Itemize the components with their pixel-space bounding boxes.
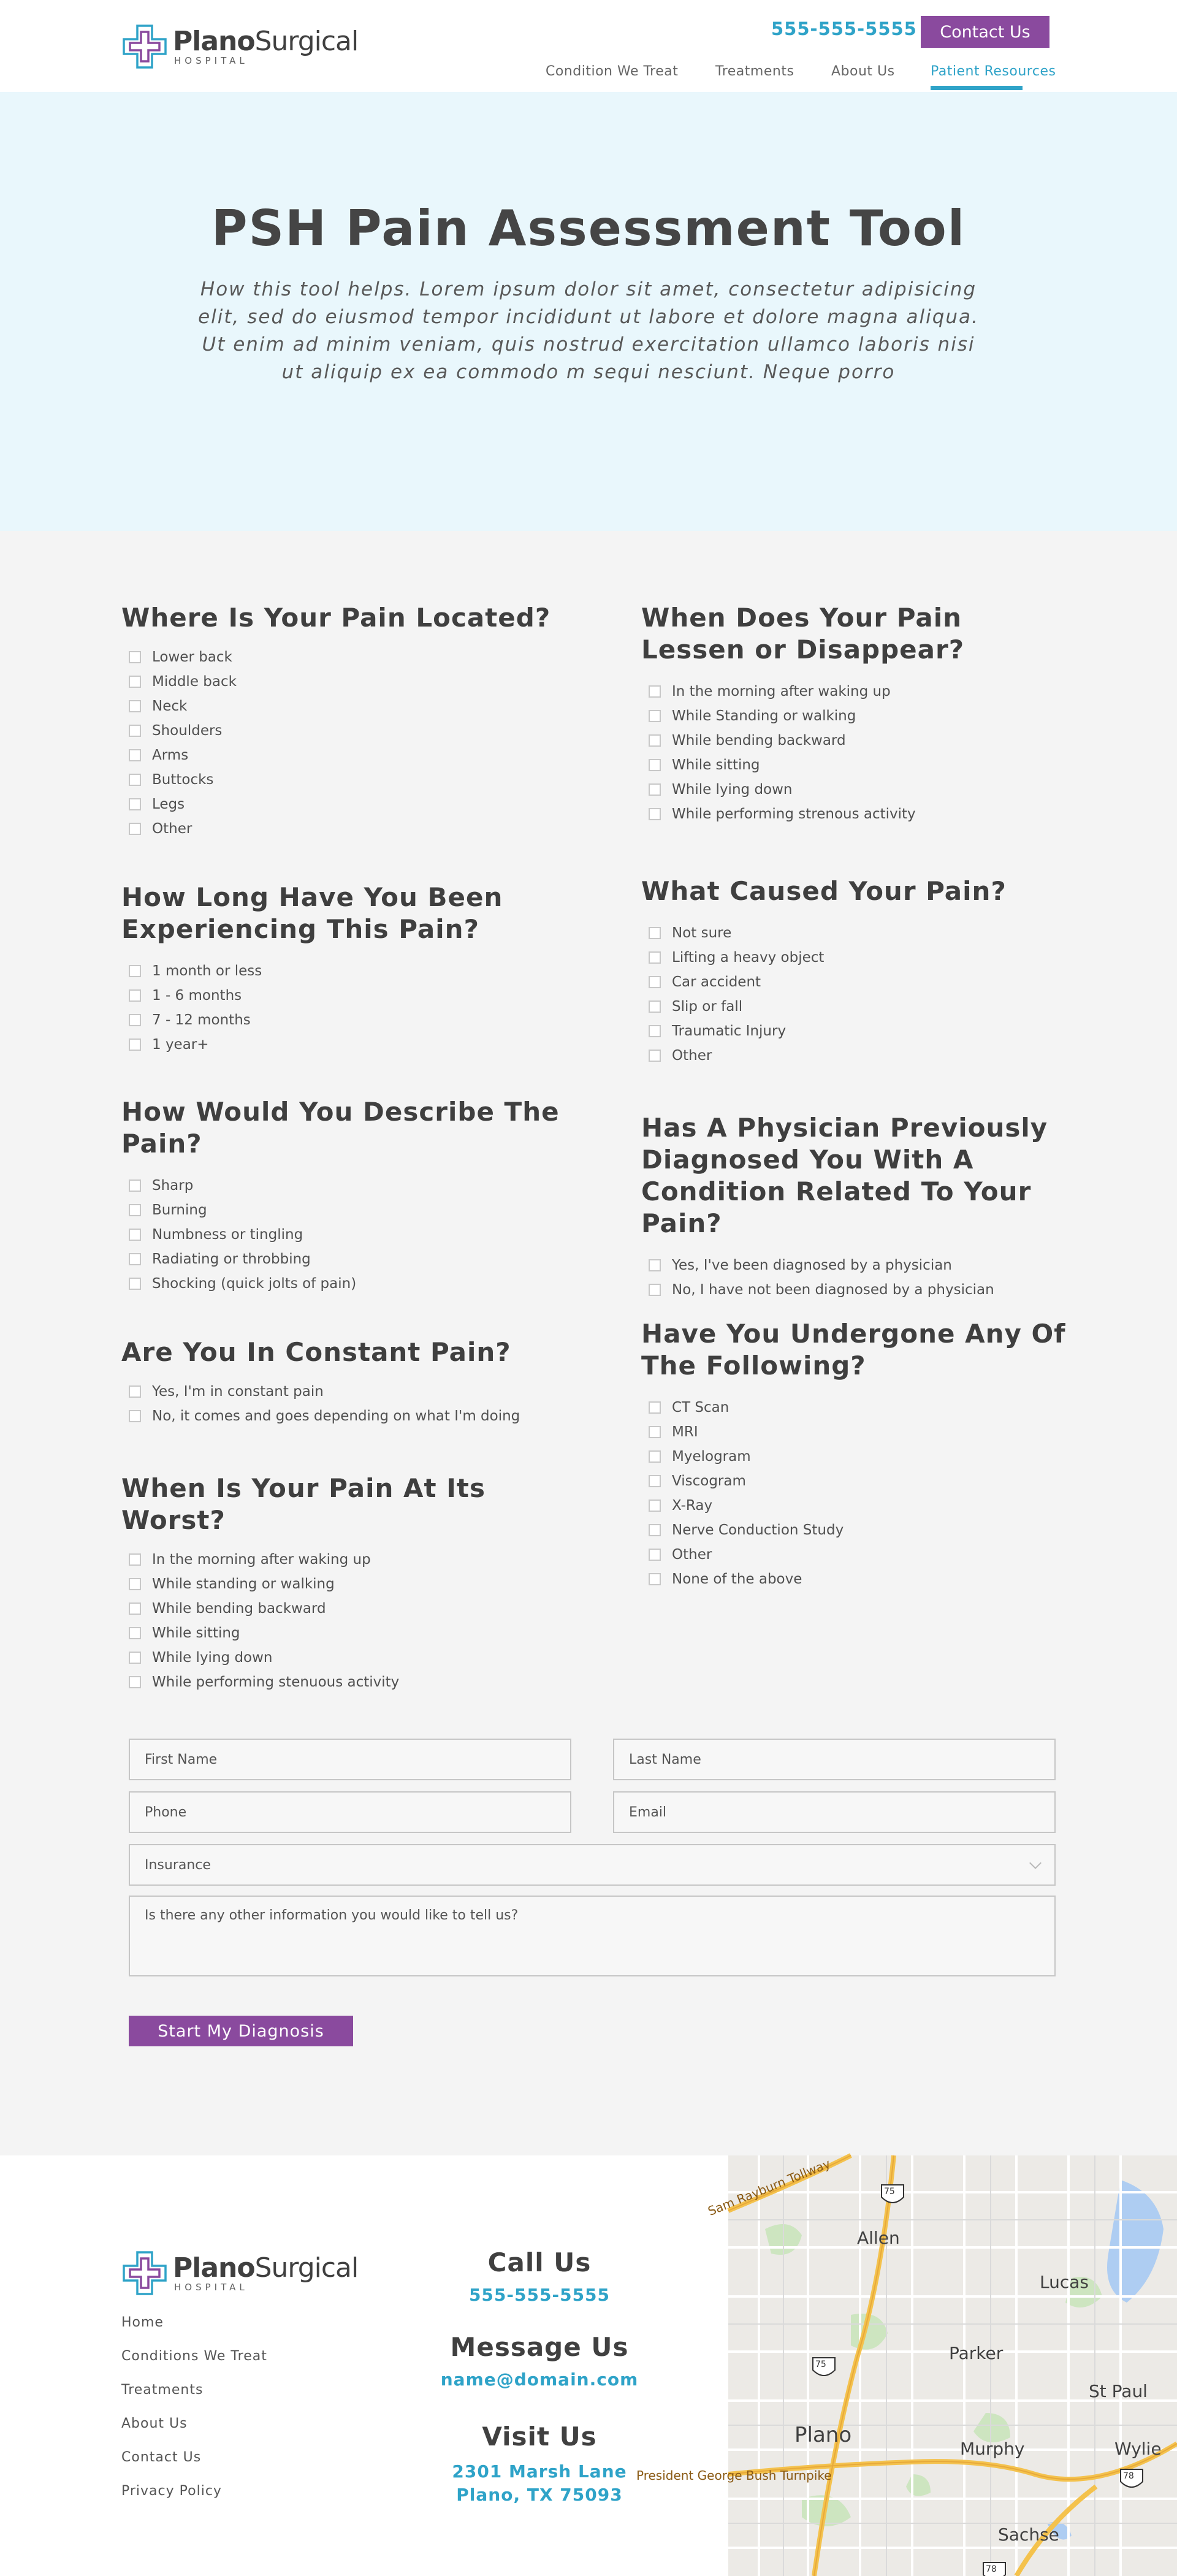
checkbox-option[interactable] — [649, 1567, 1070, 1591]
option-list — [121, 1173, 587, 1296]
checkbox-label: Lower back — [152, 649, 232, 665]
checkbox-label: Nerve Conduction Study — [672, 1522, 844, 1538]
nav-conditions[interactable]: Condition We Treat — [546, 64, 679, 79]
footer-links — [121, 2315, 267, 2517]
checkbox[interactable] — [649, 951, 661, 964]
checkbox-label: Legs — [152, 796, 185, 812]
question-title: Has A Physician Previously Diagnosed You With A Condition Related To Your Pain? — [641, 1113, 1048, 1238]
checkbox[interactable] — [129, 823, 141, 835]
checkbox-option[interactable] — [649, 1493, 1070, 1518]
checkbox-label: While performing stenuous activity — [152, 1674, 400, 1690]
question-constant-pain — [121, 1336, 587, 1428]
option-list — [121, 1547, 587, 1694]
checkbox[interactable] — [129, 1253, 141, 1265]
map-shield-75-south: 75 — [815, 2360, 826, 2369]
checkbox[interactable] — [649, 1450, 661, 1463]
checkbox[interactable] — [649, 1499, 661, 1512]
checkbox-label: 7 - 12 months — [152, 1012, 251, 1028]
checkbox-label: In the morning after waking up — [672, 684, 891, 699]
question-pain-worst — [121, 1473, 587, 1694]
checkbox-label: While sitting — [672, 757, 760, 773]
question-pain-cause — [641, 875, 1070, 1068]
checkbox[interactable] — [129, 1410, 141, 1422]
checkbox-option[interactable] — [129, 718, 587, 743]
checkbox[interactable] — [129, 749, 141, 761]
checkbox-option[interactable] — [649, 1278, 1107, 1302]
checkbox-label: While standing or walking — [152, 1576, 335, 1592]
checkbox-label: Lifting a heavy object — [672, 950, 825, 966]
checkbox[interactable] — [649, 1549, 661, 1561]
map-shield-78-south: 78 — [986, 2564, 997, 2574]
nav-treatments[interactable]: Treatments — [715, 64, 794, 79]
question-title: What Caused Your Pain? — [641, 876, 1007, 906]
checkbox-label: Burning — [152, 1202, 207, 1218]
checkbox-label: While bending backward — [672, 733, 846, 749]
last-name-field[interactable] — [613, 1739, 1056, 1780]
checkbox-label: Neck — [152, 698, 188, 714]
phone-field[interactable] — [129, 1791, 571, 1833]
checkbox[interactable] — [649, 685, 661, 698]
option-list — [121, 959, 587, 1057]
footer-email[interactable]: name@domain.com — [440, 2369, 639, 2390]
checkbox-option[interactable] — [649, 1395, 1070, 1420]
other-info-field[interactable] — [129, 1896, 1056, 1976]
question-pain-location — [121, 602, 587, 841]
checkbox-label: Not sure — [672, 925, 732, 941]
checkbox[interactable] — [129, 1627, 141, 1639]
map-roads — [728, 2155, 1177, 2576]
checkbox-option[interactable] — [649, 1542, 1070, 1567]
map-road-turnpike: President George Bush Turnpike — [636, 2468, 832, 2483]
question-title: Where Is Your Pain Located? — [121, 603, 551, 633]
call-heading: Call Us — [487, 2247, 592, 2277]
checkbox[interactable] — [649, 976, 661, 988]
option-list — [121, 645, 587, 841]
checkbox[interactable] — [649, 1000, 661, 1013]
checkbox-label: 1 - 6 months — [152, 988, 242, 1004]
checkbox-option[interactable] — [129, 792, 587, 817]
checkbox-option[interactable] — [129, 645, 587, 669]
footer-link-privacy[interactable]: Privacy Policy — [121, 2483, 222, 2499]
checkbox-option[interactable] — [129, 1596, 587, 1621]
checkbox-label: Radiating or throbbing — [152, 1251, 311, 1267]
checkbox[interactable] — [129, 1014, 141, 1026]
checkbox-option[interactable] — [649, 945, 1070, 970]
checkbox-option[interactable] — [649, 777, 1070, 802]
checkbox-label: Other — [672, 1048, 712, 1064]
footer-address-line2[interactable]: Plano, TX 75093 — [456, 2485, 623, 2505]
map-city-wylie: Wylie — [1114, 2439, 1162, 2459]
checkbox[interactable] — [649, 710, 661, 722]
checkbox[interactable] — [649, 1426, 661, 1438]
checkbox-label: X-Ray — [672, 1498, 713, 1514]
checkbox-option[interactable] — [129, 983, 587, 1008]
checkbox-option[interactable] — [649, 1444, 1070, 1469]
footer-address-line1[interactable]: 2301 Marsh Lane — [452, 2461, 627, 2482]
checkbox-option[interactable] — [129, 1547, 587, 1572]
checkbox-label: None of the above — [672, 1571, 802, 1587]
checkbox-option[interactable] — [649, 1420, 1070, 1444]
checkbox-option[interactable] — [129, 1404, 587, 1428]
map-city-allen: Allen — [857, 2228, 900, 2248]
checkbox[interactable] — [649, 1050, 661, 1062]
checkbox[interactable] — [129, 651, 141, 663]
question-title: Have You Undergone Any Of The Following? — [641, 1319, 1066, 1381]
footer-link-treatments[interactable]: Treatments — [121, 2382, 204, 2398]
checkbox-label: No, it comes and goes depending on what I'm doing — [152, 1408, 520, 1424]
checkbox[interactable] — [129, 965, 141, 977]
checkbox[interactable] — [129, 725, 141, 737]
insurance-select-display[interactable] — [130, 1845, 1054, 1884]
last-name-input[interactable] — [614, 1740, 1054, 1779]
checkbox[interactable] — [649, 734, 661, 747]
checkbox-option[interactable] — [649, 1518, 1070, 1542]
footer-link-about[interactable]: About Us — [121, 2416, 188, 2431]
footer-call — [423, 2247, 656, 2307]
question-title: Are You In Constant Pain? — [121, 1337, 511, 1367]
checkbox-option[interactable] — [129, 1645, 587, 1670]
checkbox-option[interactable] — [649, 728, 1070, 753]
checkbox[interactable] — [649, 808, 661, 820]
checkbox-option[interactable] — [129, 1572, 587, 1596]
hero-description: How this tool helps. Lorem ipsum dolor sit amet, consectetur adipisicing elit, sed do eiusmod tempor incididunt ut labore et dolore magna aliqua. Ut enim ad minim veniam, quis nostrud exercitation ullamco laboris nisi ut aliquip ex ea commodo m sequi nesciunt. Neque porro — [198, 278, 979, 383]
checkbox[interactable] — [649, 1573, 661, 1585]
checkbox-label: Myelogram — [672, 1449, 751, 1465]
checkbox-option[interactable] — [649, 1043, 1070, 1068]
checkbox-label: Slip or fall — [672, 999, 743, 1015]
checkbox-option[interactable] — [129, 1032, 587, 1057]
checkbox-label: Other — [672, 1547, 712, 1563]
checkbox-option[interactable] — [649, 753, 1070, 777]
checkbox-option[interactable] — [129, 1247, 587, 1271]
checkbox-option[interactable] — [129, 1198, 587, 1222]
checkbox[interactable] — [129, 1602, 141, 1615]
nav-about[interactable]: About Us — [831, 64, 895, 79]
checkbox-option[interactable] — [649, 679, 1070, 704]
checkbox-label: Yes, I've been diagnosed by a physician — [672, 1257, 952, 1273]
checkbox[interactable] — [649, 1524, 661, 1536]
question-pain-description — [121, 1096, 587, 1296]
checkbox-option[interactable] — [649, 1253, 1107, 1278]
checkbox[interactable] — [129, 1578, 141, 1590]
checkbox[interactable] — [129, 1204, 141, 1216]
footer-visit — [423, 2422, 656, 2507]
checkbox-option[interactable] — [129, 743, 587, 768]
checkbox-label: Buttocks — [152, 772, 214, 788]
checkbox-label: Middle back — [152, 674, 237, 690]
footer-message — [423, 2332, 656, 2391]
checkbox-label: CT Scan — [672, 1400, 729, 1416]
checkbox-label: Car accident — [672, 974, 761, 990]
checkbox-option[interactable] — [129, 1222, 587, 1247]
checkbox-option[interactable] — [129, 1379, 587, 1404]
checkbox-option[interactable] — [129, 1670, 587, 1694]
footer-link-conditions[interactable]: Conditions We Treat — [121, 2349, 267, 2364]
option-list — [641, 921, 1070, 1068]
map-city-plano: Plano — [794, 2423, 852, 2447]
checkbox[interactable] — [649, 759, 661, 771]
checkbox[interactable] — [649, 1025, 661, 1037]
option-list — [641, 1253, 1107, 1302]
checkbox-option[interactable] — [649, 1019, 1070, 1043]
checkbox[interactable] — [129, 1229, 141, 1241]
checkbox-option[interactable] — [129, 1173, 587, 1198]
checkbox-label: Shocking (quick jolts of pain) — [152, 1276, 357, 1292]
checkbox-option[interactable] — [129, 1008, 587, 1032]
insurance-select-value: Insurance — [145, 1857, 211, 1873]
checkbox-option[interactable] — [649, 994, 1070, 1019]
insurance-select[interactable] — [129, 1844, 1056, 1886]
checkbox-label: Sharp — [152, 1178, 194, 1194]
question-procedures-undergone — [641, 1318, 1070, 1591]
footer-logo[interactable] — [121, 2250, 358, 2296]
logo-name: PlanoSurgical — [173, 26, 359, 57]
question-pain-lessen — [641, 602, 1070, 826]
map-shield-75-north: 75 — [884, 2187, 895, 2197]
map-city-lucas: Lucas — [1040, 2272, 1089, 2292]
checkbox-label: While lying down — [672, 782, 793, 798]
logo-name: PlanoSurgical — [173, 2252, 359, 2284]
checkbox[interactable] — [129, 1179, 141, 1192]
checkbox-label: While sitting — [152, 1625, 240, 1641]
location-map[interactable] — [636, 2155, 1177, 2576]
map-road-tollway: Sam Rayburn Tollway — [706, 2155, 832, 2219]
active-nav-indicator — [931, 86, 1023, 90]
checkbox-label: No, I have not been diagnosed by a physician — [672, 1282, 994, 1298]
checkbox[interactable] — [649, 1475, 661, 1487]
checkbox[interactable] — [649, 1284, 661, 1296]
checkbox[interactable] — [649, 783, 661, 796]
question-title: When Does Your Pain Lessen or Disappear? — [641, 603, 965, 665]
header-phone[interactable]: 555-555-5555 — [771, 18, 917, 39]
option-list — [641, 1395, 1070, 1591]
map-shield-78-east: 78 — [1123, 2471, 1134, 2481]
visit-heading: Visit Us — [482, 2422, 597, 2452]
checkbox[interactable] — [129, 1676, 141, 1688]
checkbox-label: While bending backward — [152, 1601, 326, 1617]
checkbox-option[interactable] — [129, 1271, 587, 1296]
checkbox-label: In the morning after waking up — [152, 1552, 371, 1568]
checkbox-option[interactable] — [129, 694, 587, 718]
other-info-textarea[interactable] — [130, 1897, 1054, 1975]
checkbox-label: Shoulders — [152, 723, 223, 739]
checkbox[interactable] — [129, 700, 141, 712]
checkbox[interactable] — [129, 798, 141, 810]
question-previous-diagnosis — [641, 1112, 1107, 1302]
checkbox[interactable] — [129, 774, 141, 786]
checkbox-option[interactable] — [129, 817, 587, 841]
logo-subtitle: HOSPITAL — [174, 55, 248, 66]
header-logo[interactable] — [121, 23, 358, 70]
question-title: When Is Your Pain At Its Worst? — [121, 1473, 486, 1535]
logo-cross-icon — [121, 2250, 168, 2296]
checkbox-option[interactable] — [649, 921, 1070, 945]
checkbox[interactable] — [129, 1278, 141, 1290]
logo-subtitle: HOSPITAL — [174, 2282, 248, 2293]
phone-input[interactable] — [130, 1793, 570, 1832]
checkbox-label: Yes, I'm in constant pain — [152, 1384, 324, 1400]
checkbox[interactable] — [129, 989, 141, 1002]
map-city-murphy: Murphy — [960, 2439, 1025, 2459]
checkbox[interactable] — [129, 676, 141, 688]
checkbox[interactable] — [129, 1652, 141, 1664]
checkbox-option[interactable] — [649, 1469, 1070, 1493]
nav-patient-resources[interactable]: Patient Resources — [931, 64, 1056, 79]
chevron-down-icon — [1029, 1857, 1042, 1869]
checkbox-option[interactable] — [129, 768, 587, 792]
page-title: PSH Pain Assessment Tool — [211, 200, 966, 257]
start-diagnosis-button[interactable]: Start My Diagnosis — [129, 2016, 353, 2046]
checkbox-label: Numbness or tingling — [152, 1227, 303, 1243]
option-list — [641, 679, 1070, 826]
checkbox-label: Traumatic Injury — [672, 1023, 787, 1039]
checkbox[interactable] — [649, 1401, 661, 1414]
first-name-input[interactable] — [130, 1740, 570, 1779]
checkbox-label: While performing strenous activity — [672, 806, 916, 822]
footer-link-home[interactable]: Home — [121, 2315, 164, 2330]
question-pain-duration — [121, 882, 587, 1057]
question-title: How Long Have You Been Experiencing This Pain? — [121, 882, 503, 944]
checkbox[interactable] — [129, 1553, 141, 1566]
email-field[interactable] — [613, 1791, 1056, 1833]
checkbox-label: Arms — [152, 747, 189, 763]
question-title: How Would You Describe The Pain? — [121, 1097, 560, 1159]
checkbox-label: MRI — [672, 1424, 698, 1440]
footer-link-contact[interactable]: Contact Us — [121, 2450, 202, 2465]
checkbox[interactable] — [649, 927, 661, 939]
hero-section — [0, 92, 1177, 531]
checkbox-label: While lying down — [152, 1650, 273, 1666]
checkbox-option[interactable] — [129, 959, 587, 983]
checkbox-label: 1 year+ — [152, 1037, 209, 1053]
checkbox[interactable] — [649, 1259, 661, 1271]
checkbox[interactable] — [129, 1385, 141, 1398]
checkbox-option[interactable] — [129, 1621, 587, 1645]
checkbox[interactable] — [129, 1038, 141, 1051]
map-city-st-paul: St Paul — [1089, 2381, 1148, 2401]
first-name-field[interactable] — [129, 1739, 571, 1780]
logo-cross-icon — [121, 23, 168, 70]
option-list — [121, 1379, 587, 1428]
checkbox-option[interactable] — [649, 802, 1070, 826]
checkbox-label: While Standing or walking — [672, 708, 856, 724]
email-input[interactable] — [614, 1793, 1054, 1832]
footer-phone[interactable]: 555-555-5555 — [468, 2285, 611, 2305]
checkbox-option[interactable] — [649, 704, 1070, 728]
map-city-sachse: Sachse — [998, 2525, 1059, 2545]
checkbox-label: Viscogram — [672, 1473, 746, 1489]
checkbox-label: Other — [152, 821, 192, 837]
site-header — [0, 0, 1177, 92]
message-heading: Message Us — [450, 2332, 629, 2362]
checkbox-option[interactable] — [129, 669, 587, 694]
map-city-parker: Parker — [949, 2343, 1004, 2363]
checkbox-option[interactable] — [649, 970, 1070, 994]
contact-us-button[interactable]: Contact Us — [921, 16, 1049, 48]
checkbox-label: 1 month or less — [152, 963, 262, 979]
